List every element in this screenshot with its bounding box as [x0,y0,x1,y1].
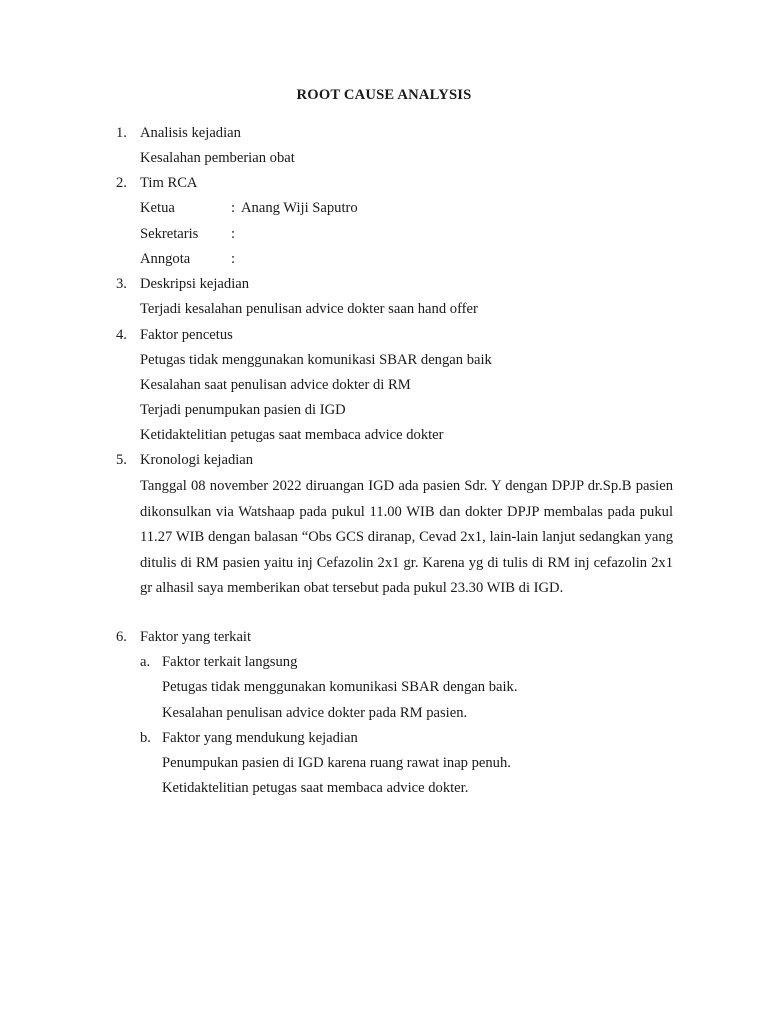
section-text: Terjadi kesalahan penulisan advice dokter saan hand offer [140,301,478,317]
team-colon: : [231,226,236,242]
subsection-letter: b. [140,730,151,746]
subsection-text: Penumpukan pasien di IGD karena ruang rawat inap penuh. [162,755,511,771]
team-role-label: Ketua [140,200,175,216]
section-number: 2. [116,175,127,191]
team-member-name: Anang Wiji Saputro [241,200,358,216]
section-heading: Kronologi kejadian [140,452,254,468]
section-text: Petugas tidak menggunakan komunikasi SBAR dengan baik [140,352,492,368]
subsection-text: Kesalahan penulisan advice dokter pada RM pasien. [162,705,468,721]
section-number: 6. [116,629,127,645]
section-text: Kesalahan saat penulisan advice dokter di RM [140,377,411,393]
section-heading: Faktor yang terkait [140,629,252,645]
section-number: 1. [116,125,127,141]
section-number: 5. [116,452,127,468]
subsection-letter: a. [140,654,151,670]
subsection-text: Petugas tidak menggunakan komunikasi SBAR dengan baik. [162,679,518,695]
section-number: 4. [116,327,127,343]
section-heading: Tim RCA [140,175,198,191]
section-text: Kesalahan pemberian obat [140,150,295,166]
subsection-heading: Faktor yang mendukung kejadian [162,730,358,746]
team-colon: : [231,251,236,267]
section-text: Ketidaktelitian petugas saat membaca advice dokter [140,427,444,443]
section-text: Terjadi penumpukan pasien di IGD [140,402,346,418]
section-heading: Deskripsi kejadian [140,276,250,292]
page-title: ROOT CAUSE ANALYSIS [296,87,472,103]
team-colon: : [231,200,236,216]
section-heading: Faktor pencetus [140,327,233,343]
team-role-label: Sekretaris [140,226,199,242]
subsection-text: Ketidaktelitian petugas saat membaca advice dokter. [162,780,469,796]
section-heading: Analisis kejadian [140,125,241,141]
chronology-paragraph: Tanggal 08 november 2022 diruangan IGD ada pasien Sdr. Y dengan DPJP dr.Sp.B pasien dikonsulkan via Watshaap pada pukul 11.00 WIB dan dokter DPJP membalas pada pukul 11.27 WIB dengan balasan “Obs GCS diranap, Cevad 2x1, lain-lain lanjut sedangkan yang ditulis di RM pasien yaitu inj Cefazolin 2x1 gr. Karena yg di tulis di RM inj cefazolin 2x1 gr alhasil saya memberikan obat tersebut pada pukul 23.30 WIB di IGD. [140,478,673,596]
section-number: 3. [116,276,127,292]
subsection-heading: Faktor terkait langsung [162,654,298,670]
team-role-label: Anngota [140,251,191,267]
